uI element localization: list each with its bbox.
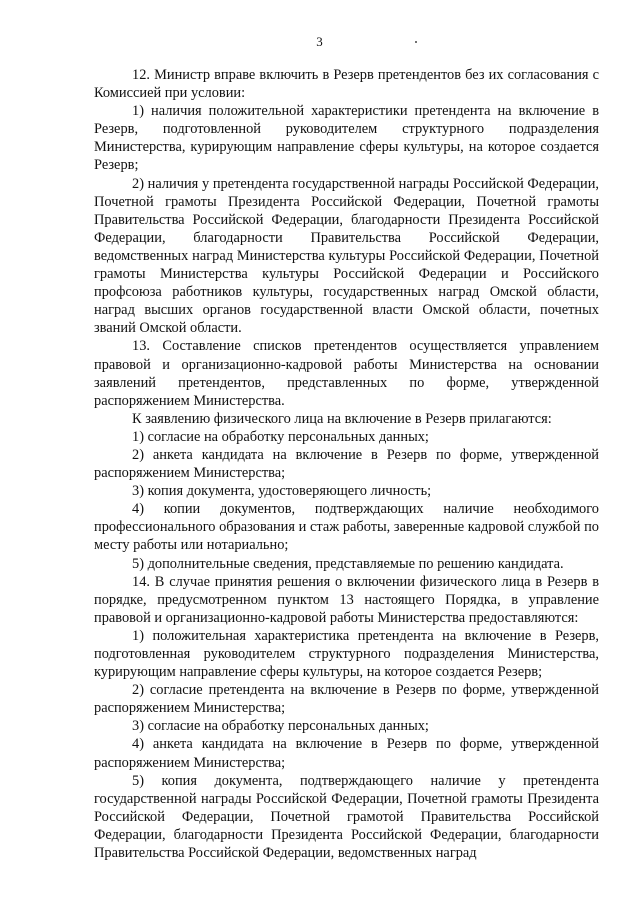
paragraph-13: 13. Составление списков претендентов осуществляется управлением правовой и организационно-кадровой работы Министерства на основании заявлений претендентов, представленных по форме, утвержденной распоряжением Министерства. — [94, 338, 599, 409]
document-body — [94, 66, 599, 862]
paragraph-13-item-5: 5) дополнительные сведения, представляемые по решению кандидата. — [132, 555, 564, 572]
paragraph-13-attachments-intro: К заявлению физического лица на включение в Резерв прилагаются: — [132, 410, 552, 427]
paragraph-13-item-2: 2) анкета кандидата на включение в Резерв по форме, утвержденной распоряжением Министерства; — [94, 446, 599, 482]
paragraph-12-item-1: 1) наличия положительной характеристики претендента на включение в Резерв, подготовленной руководителем структурного подразделения Министерства, курирующим направление сферы культуры, на которое создается Резерв; — [94, 103, 599, 174]
scan-speck — [415, 41, 417, 43]
paragraph-12: 12. Министр вправе включить в Резерв претендентов без их согласования с Комиссией при условии: — [94, 67, 599, 102]
paragraph-14-item-5: 5) копия документа, подтверждающего наличие у претендента государственной награды Российской Федерации, Почетной грамоты Президента Российской Федерации, Почетной грамотой Правительства Российской Федерации, благодарности Президента Российской Федерации, благодарности Правительства Российской Федерации, ведомственных наград — [94, 772, 599, 862]
paragraph-14-item-2: 2) согласие претендента на включение в Резерв по форме, утвержденной распоряжением Министерства; — [94, 682, 599, 717]
paragraph-12-item-2: 2) наличия у претендента государственной награды Российской Федерации, Почетной грамоты Президента Российской Федерации, Почетной грамоты Правительства Российской Федерации, благодарности Президента Российской Федерации, благодарности Правительства Российской Федерации, ведомственных наград Министерства культуры Российской Федерации, Почетной грамоты Министерства культуры Российской Федерации и Российского профсоюза работников культуры, государственных наград Омской области, наград высших органов государственной власти Омской области, почетных званий Омской области. — [94, 175, 599, 337]
paragraph-14-item-3: 3) согласие на обработку персональных данных; — [132, 718, 429, 735]
paragraph-14-item-1: 1) положительная характеристика претендента на включение в Резерв, подготовленная руководителем структурного подразделения Министерства, курирующим направление сферы культуры, на которое создается Резерв; — [94, 627, 599, 681]
paragraph-13-item-4: 4) копии документов, подтверждающих наличие необходимого профессионального образования и стаж работы, заверенные кадровой службой по месту работы или нотариально; — [94, 501, 599, 554]
page-number: 3 — [316, 34, 323, 49]
paragraph-13-item-1: 1) согласие на обработку персональных данных; — [132, 428, 429, 445]
paragraph-14: 14. В случае принятия решения о включении физического лица в Резерв в порядке, предусмотренном пунктом 13 настоящего Порядка, в управление правовой и организационно-кадровой работы Министерства предоставляются: — [94, 573, 599, 626]
paragraph-14-item-4: 4) анкета кандидата на включение в Резерв по форме, утвержденной распоряжением Министерства; — [94, 736, 599, 771]
paragraph-13-item-3: 3) копия документа, удостоверяющего личность; — [132, 483, 432, 500]
